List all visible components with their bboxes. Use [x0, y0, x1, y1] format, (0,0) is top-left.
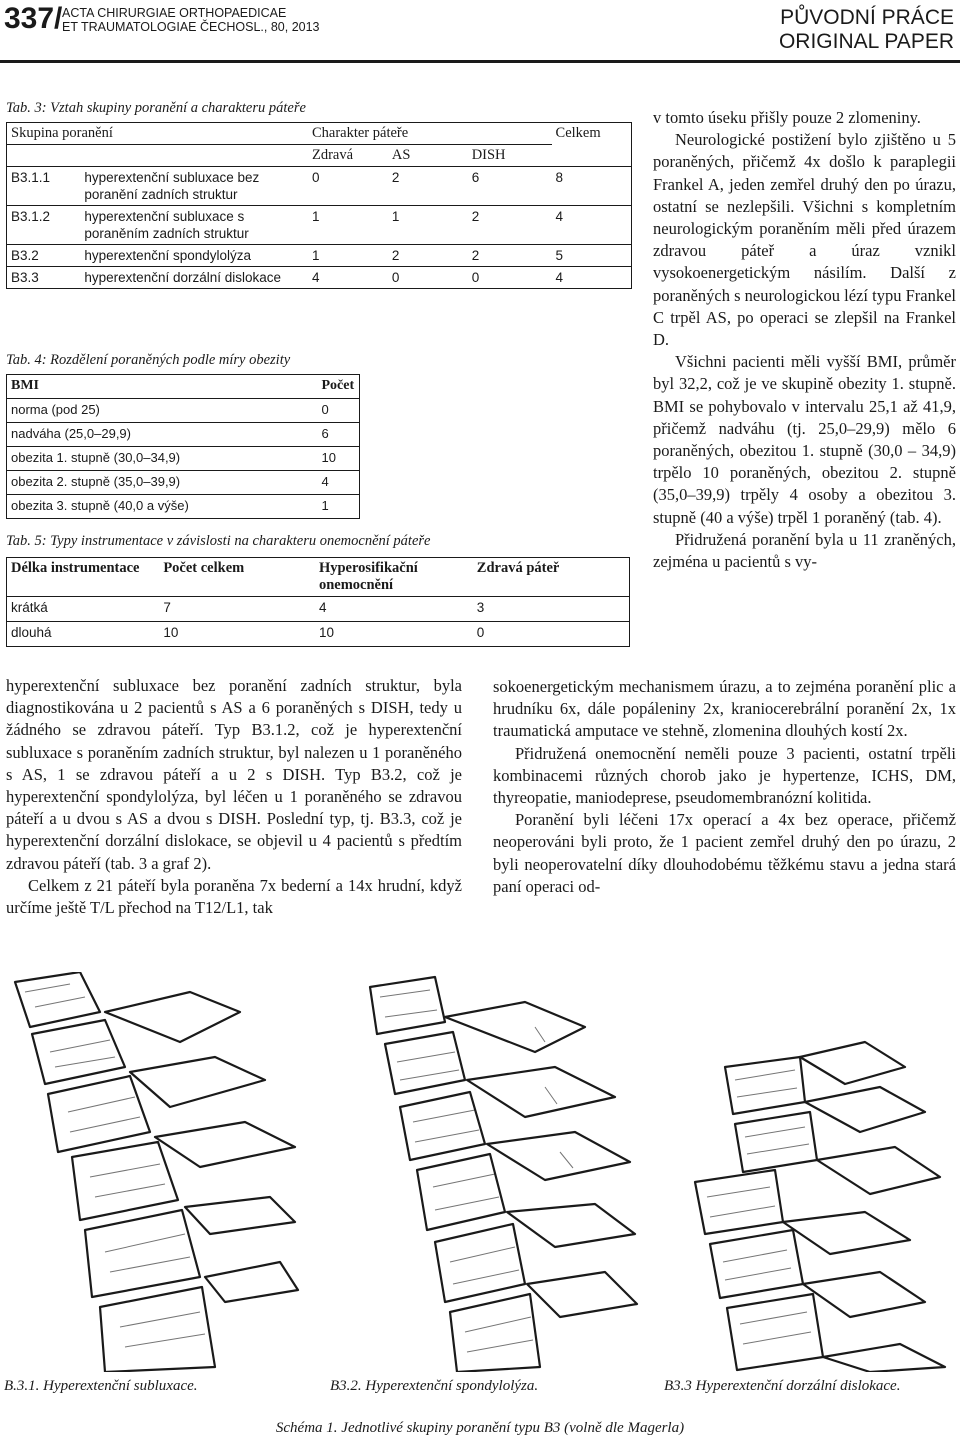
table4-caption: Tab. 4: Rozdělení poraněných podle míry obezity — [6, 352, 291, 368]
paragraph: Neurologické postižení bylo zjištěno u 5 poraněných, přičemž 4x došlo k paraplegii Frankel A, jeden zemřel druhý den po úrazu, ostatní se nezlepšili. Všichni s kompletním neurologickým poraněním měli před úrazem zdravou páteř a úraz vznikl vysokoenergetickým násilím. Další z poraněných s neurologickou lézí typu Frankel C trpěl AS, po operaci se zlepšil na Frankel D. — [653, 130, 956, 350]
spine-illustration-dorsal-dislocation — [665, 972, 955, 1372]
table-row — [7, 167, 632, 206]
page-number: 337/ — [4, 2, 63, 35]
table-row — [7, 267, 632, 289]
article-type — [779, 6, 954, 54]
spine-illustration-spondylolysis — [345, 972, 640, 1372]
table4-header-count: Počet — [318, 375, 360, 399]
table3-cell-value: 1 — [388, 206, 468, 245]
table4-header-bmi: BMI — [7, 375, 318, 399]
table3-subheader-healthy: Zdravá — [308, 145, 388, 167]
table3-cell-total: 8 — [552, 167, 632, 206]
table-row — [7, 447, 360, 471]
table3-cell-value: 2 — [468, 206, 552, 245]
paragraph: v tomto úseku přišly pouze 2 zlomeniny. — [653, 108, 921, 127]
table4-cell-count: 0 — [318, 399, 360, 423]
table3-subheader-dish: DISH — [468, 145, 552, 167]
article-type-english: ORIGINAL PAPER — [778, 30, 954, 53]
journal-title-line1: ACTA CHIRURGIAE ORTHOPAEDICAE — [62, 6, 287, 20]
table5-cell: 10 — [159, 622, 315, 647]
table3-cell-desc: hyperextenční subluxace bez poranění zadních struktur — [80, 167, 308, 206]
table-row — [7, 423, 360, 447]
spine-illustration-subluxation — [10, 972, 300, 1372]
table5-header-hyperossification: Hyperosifikační onemocnění — [315, 558, 473, 597]
table4-cell-count: 10 — [318, 447, 360, 471]
table3-cell-value: 2 — [468, 245, 552, 267]
table5-cell: 7 — [159, 597, 315, 622]
table4 — [6, 374, 360, 519]
right-column-text-wide — [493, 676, 956, 898]
table3-cell-code: B3.3 — [7, 267, 81, 289]
table3-cell-total: 4 — [552, 206, 632, 245]
table3 — [6, 122, 632, 289]
paragraph: hyperextenční subluxace bez poranění zadních struktur, byla diagnostikována u 2 pacientů s AS a 6 poraněných s DISH, tedy u žádného se zdravou páteří. Typ B3.1.2, což je hyperextenční subluxace s poraněním zadních struktur, byl nalezen u 1 poraněného s AS, 1 se zdravou páteří a u 2 s DISH. Typ B3.2, což je hyperextenční spondylolýza, byl léčen u 1 poraněného se zdravou páteří a u dvou s AS a dvou s DISH. Poslední typ, tj. B3.3, což je hyperextenční dorzální dislokace, se objevil u 4 pacientů s předtím zdravou páteří (tab. 3 a graf 2). — [6, 676, 462, 873]
table-row — [7, 399, 360, 423]
table5 — [6, 557, 630, 647]
table4-header-row — [7, 375, 360, 399]
paragraph: sokoenergetickým mechanismem úrazu, a to zejména poranění plic a hrudníku 6x, dále popáleniny 2x, kraniocerebrální poranění 2x, 1x traumatická amputace ve stehně, zlomenina dlouhých kostí 2x. — [493, 677, 956, 741]
table3-cell-desc: hyperextenční subluxace s poraněním zadních struktur — [80, 206, 308, 245]
table3-cell-value: 0 — [468, 267, 552, 289]
table5-cell: 0 — [473, 622, 630, 647]
paragraph: Celkem z 21 páteří byla poraněna 7x bederní a 14x hrudní, když určíme ještě T/L přechod na T12/L1, tak — [6, 875, 462, 918]
table3-cell-value: 2 — [388, 245, 468, 267]
table3-header-total: Celkem — [552, 123, 632, 167]
table4-cell-label: obezita 3. stupně (40,0 a výše) — [7, 495, 318, 519]
table4-cell-label: obezita 1. stupně (30,0–34,9) — [7, 447, 318, 471]
paragraph: Přidružená poranění byla u 11 zraněných, zejména u pacientů s vy- — [653, 529, 956, 572]
table3-subheader-as: AS — [388, 145, 468, 167]
table5-caption: Tab. 5: Typy instrumentace v závislosti na charakteru onemocnění páteře — [6, 533, 431, 549]
table3-cell-value: 1 — [308, 206, 388, 245]
journal-title — [62, 6, 320, 34]
table4-cell-count: 6 — [318, 423, 360, 447]
table3-cell-desc: hyperextenční dorzální dislokace — [80, 267, 308, 289]
right-column-text — [653, 107, 956, 573]
table-row — [7, 622, 630, 647]
table4-cell-label: norma (pod 25) — [7, 399, 318, 423]
table5-header-length: Délka instrumentace — [7, 558, 160, 597]
left-column-text — [6, 675, 462, 919]
table3-cell-total: 4 — [552, 267, 632, 289]
table4-cell-label: nadváha (25,0–29,9) — [7, 423, 318, 447]
paragraph: Poranění byli léčeni 17x operací a 4x bez operace, přičemž neoperováni byli proto, že 1 pacient zemřel druhý den po úrazu, 2 byli neoperovatelní díky dlouhodobému těžkému stavu a jedna stará paní operaci od- — [493, 810, 956, 896]
figure-caption: B.3.1. Hyperextenční subluxace. — [4, 1378, 198, 1394]
table3-header-character: Charakter páteře — [308, 123, 552, 145]
paragraph: Všichni pacienti měli vyšší BMI, průměr byl 32,2, což je ve skupině obezity 1. stupně. BMI se pohybovalo v intervalu 25,1 až 41,9, přičemž nadváhu (tj. 25,0–29,9) mělo 6 poraněných, obezitou 1. stupně (30,0 – 34,9) trpělo 10 poraněných, obezitou 2. stupně (35,0–39,9) trpěly 4 osoby a obezitou 3. stupně (40 a výše) trpěl 1 poraněný (tab. 4). — [653, 352, 956, 527]
table3-cell-value: 2 — [388, 167, 468, 206]
table3-header-group: Skupina poranění — [7, 123, 308, 145]
table5-header-total: Počet celkem — [159, 558, 315, 597]
table3-caption: Tab. 3: Vztah skupiny poranění a charakteru páteře — [6, 100, 306, 116]
table3-cell-desc: hyperextenční spondylolýza — [80, 245, 308, 267]
table5-cell: 4 — [315, 597, 473, 622]
table3-subheader-empty — [7, 145, 308, 167]
table3-cell-value: 6 — [468, 167, 552, 206]
table5-cell: krátká — [7, 597, 160, 622]
table3-cell-value: 0 — [308, 167, 388, 206]
table5-header-healthy: Zdravá páteř — [473, 558, 630, 597]
table5-cell: 10 — [315, 622, 473, 647]
table3-cell-value: 4 — [308, 267, 388, 289]
journal-title-line2: ET TRAUMATOLOGIAE ČECHOSL., 80, 2013 — [62, 20, 320, 34]
table4-cell-count: 4 — [318, 471, 360, 495]
table4-cell-count: 1 — [318, 495, 360, 519]
schema-caption: Schéma 1. Jednotlivé skupiny poranění typu B3 (volně dle Magerla) — [275, 1420, 685, 1436]
table3-cell-total: 5 — [552, 245, 632, 267]
figure-caption: B3.3 Hyperextenční dorzální dislokace. — [664, 1378, 901, 1394]
table3-cell-value: 1 — [308, 245, 388, 267]
table5-cell: dlouhá — [7, 622, 160, 647]
table5-cell: 3 — [473, 597, 630, 622]
table3-cell-code: B3.1.1 — [7, 167, 81, 206]
table-row — [7, 471, 360, 495]
paragraph: Přidružená onemocnění neměli pouze 3 pacienti, ostatní trpěli kombinacemi různých chorob jako je hypertenze, ICHS, DM, thyreopatie, maniodeprese, pseudomembranózní kolitida. — [493, 743, 956, 808]
table3-header-row — [7, 123, 632, 145]
table-row — [7, 495, 360, 519]
table-row — [7, 206, 632, 245]
article-type-czech: PŮVODNÍ PRÁCE — [780, 6, 954, 29]
header-rule — [0, 60, 960, 63]
table-row — [7, 245, 632, 267]
table5-header-row — [7, 558, 630, 597]
table3-cell-code: B3.1.2 — [7, 206, 81, 245]
table3-cell-code: B3.2 — [7, 245, 81, 267]
table3-subheader-row — [7, 145, 632, 167]
table-row — [7, 597, 630, 622]
figure-caption: B3.2. Hyperextenční spondylolýza. — [330, 1378, 539, 1394]
table4-cell-label: obezita 2. stupně (35,0–39,9) — [7, 471, 318, 495]
table3-cell-value: 0 — [388, 267, 468, 289]
